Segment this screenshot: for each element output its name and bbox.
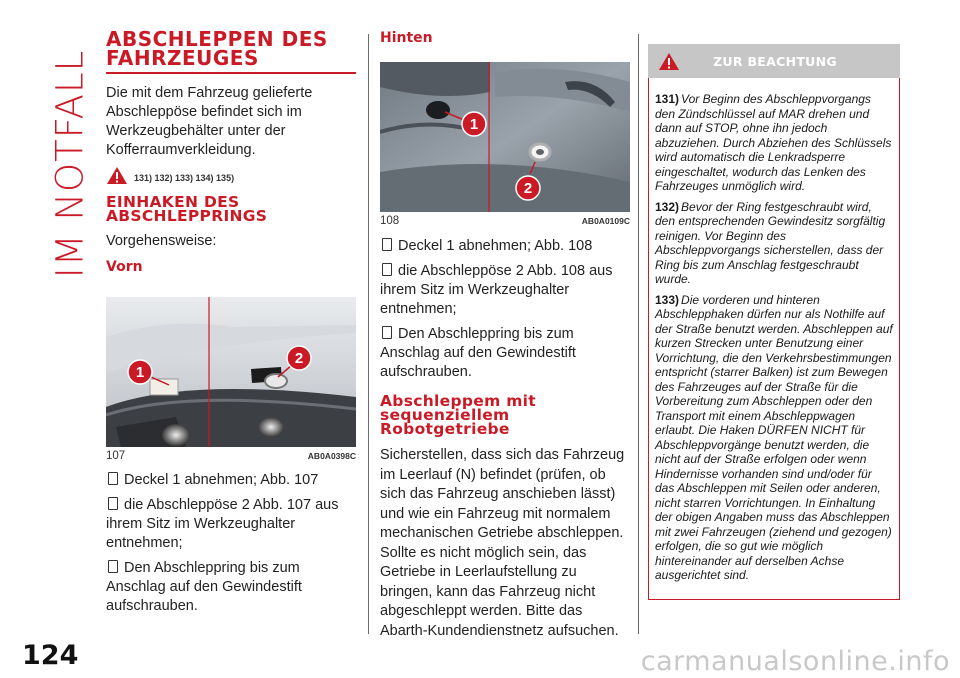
subheading-hinten: Hinten [380,30,433,46]
checkbox-icon [382,326,392,339]
section-heading-einhaken: EINHAKEN DES ABSCHLEPPRINGS [106,193,268,225]
checkbox-icon [108,497,118,510]
page-number: 124 [22,640,79,671]
note-item: 132) Bevor der Ring festgeschraubt wird, den entsprechenden Gewindesitz sorgfältig reinigen. Vor Beginn des Abschleppvorgangs sicherstellen, dass der Ring bis zum Anschlag festgeschraubt wurde. [655,199,886,286]
figure-108-callout-2: 2 [523,180,533,197]
warning-references: 131) 132) 133) 134) 135) [106,166,356,185]
procedure-label: Vorgehensweise: [106,233,217,249]
step-item: die Abschleppöse 2 Abb. 107 aus ihrem Sitz im Werkzeughalter entnehmen; [106,497,339,551]
main-heading: ABSCHLEPPEN DES FAHRZEUGES [106,30,356,74]
figure-108-image [380,62,630,212]
step-item: Deckel 1 abnehmen; Abb. 107 [106,471,356,490]
figure-number: 107 [106,450,126,462]
intro-paragraph: Die mit dem Fahrzeug gelieferte Abschleppöse befindet sich im Werkzeugbehälter unter der Kofferraumverkleidung. [106,85,313,158]
step-item: Den Abschleppring bis zum Anschlag auf den Gewindestift aufschrauben. [106,560,302,614]
figure-107-caption [106,447,356,462]
watermark: carmanualsonline.info [640,646,950,677]
figure-number: 108 [380,215,400,227]
warning-icon [658,52,680,71]
step-item: Deckel 1 abnehmen; Abb. 108 [380,237,628,256]
column-1 [106,27,356,616]
side-section-label: IM NOTFALL [48,49,92,279]
note-header [648,44,900,78]
subheading-vorn: Vorn [106,259,143,275]
column-divider-2 [638,34,639,634]
figure-107-image [106,297,356,447]
note-title: ZUR BEACHTUNG [713,53,837,69]
checkbox-icon [108,560,118,573]
figure-108-callout-1: 1 [469,116,479,133]
figure-code: AB0A0109C [581,216,630,226]
section-heading-robotgetriebe: Abschleppem mit sequenziellem Robotgetriebe [380,392,536,438]
warning-icon [106,166,128,185]
robotgetriebe-paragraph: Sicherstellen, dass sich das Fahrzeug im Leerlauf (N) befindet (prüfen, ob sich das Fahrzeug anschieben lässt) und wie ein Fahrzeug mit normalem mechanischen Getriebe abschleppen. Sollte es nicht möglich sein, das Getriebe in Leerlaufstellung zu bringen, kann das Fahrzeug nicht abgeschleppt werden. Bitte das Abarth-Kundendienstnetz aufsuchen. [380,447,625,639]
step-item: die Abschleppöse 2 Abb. 108 aus ihrem Sitz im Werkzeughalter entnehmen; [380,263,613,317]
note-box [648,78,900,600]
checkbox-icon [108,472,118,485]
step-item: Den Abschleppring bis zum Anschlag auf den Gewindestift aufschrauben. [380,326,576,380]
figure-code: AB0A0398C [307,451,356,461]
note-item: 133) Die vorderen und hinteren Abschlepphaken dürfen nur als Nothilfe auf der Straße benutzt werden. Abschleppen auf kurzen Strecken unter Benutzung einer Vorrichtung, die den Verkehrsbestimmungen entspricht (starrer Balken) ist zum Bewegen des Fahrzeuges auf der Straße für die Vorbereitung zum Abschleppen oder den Transport mit einem Abschleppwagen erlaubt. Die Haken DÜRFEN NICHT für Abschleppvorgänge benutzt werden, die nicht auf der Straße erfolgen oder wenn Hindernisse vorhanden sind und/oder für das Abschleppen mit Seilen oder anderen, nicht starren Vorrichtungen. In Einhaltung der obigen Angaben muss das Abschleppen mit zwei Fahrzeugen (ziehend und gezogen) erfolgen, die so gut wie möglich hintereinander auf derselben Achse ausgerichtet sind. [655,292,893,582]
column-2 [380,30,628,641]
note-item: 131) Vor Beginn des Abschleppvorgangs den Zündschlüssel auf MAR drehen und dann auf STOP, ohne ihn jedoch abzuziehen. Durch Abziehen des Schlüssels wird automatisch die Lenkradsperre eingeschaltet, wodurch das Lenken des Fahrzeuges unmöglich wird. [655,92,892,193]
checkbox-icon [382,263,392,276]
figure-108-caption [380,212,630,227]
column-3 [648,44,900,600]
column-divider-1 [368,34,369,634]
figure-107-callout-1: 1 [135,364,145,381]
checkbox-icon [382,238,392,251]
figure-107-callout-2: 2 [294,350,304,367]
